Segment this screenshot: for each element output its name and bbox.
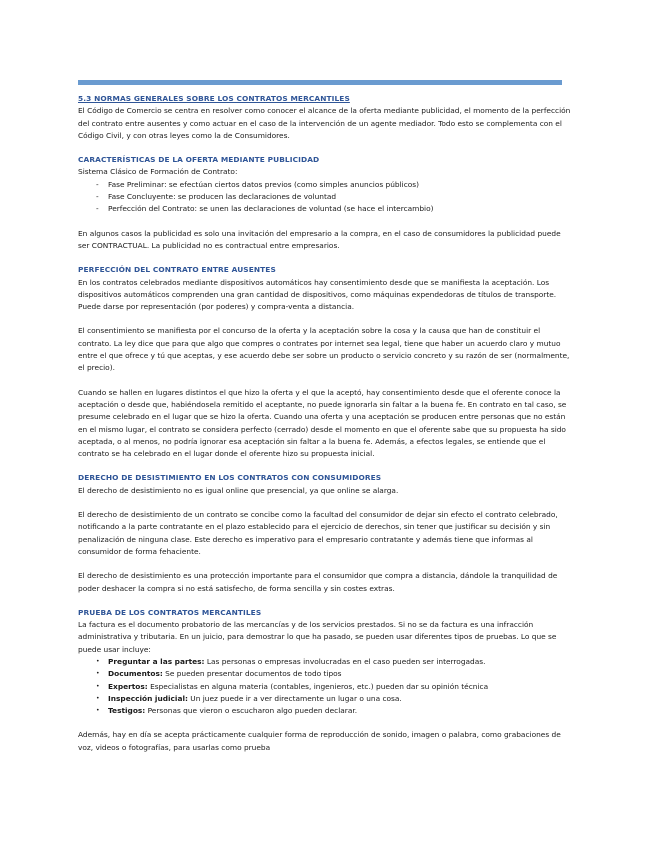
list-item [78, 668, 572, 680]
list-item-text: Las personas o empresas involucradas en el caso pueden ser interrogadas. [204, 656, 486, 666]
list-item-text: Se pueden presentar documentos de todo tipos [162, 669, 342, 679]
paragraph: El derecho de desistimiento es una protección importante para el consumidor que compra a distancia, dándole la tranquilidad de poder deshacer la compra si no está satisfecho, de forma sencilla y sin costes extras. [78, 571, 558, 593]
list-item [78, 656, 572, 668]
section-heading-prueba: PRUEBA DE LOS CONTRATOS MERCANTILES [78, 607, 262, 617]
section-heading-normas: 5.3 NORMAS GENERALES SOBRE LOS CONTRATOS MERCANTILES [78, 94, 350, 103]
section-heading-desistimiento: DERECHO DE DESISTIMIENTO EN LOS CONTRATOS CON CONSUMIDORES [78, 473, 382, 483]
list-item-text: Personas que vieron o escucharon algo pueden declarar. [145, 706, 358, 716]
paragraph: El Código de Comercio se centra en resolver como conocer el alcance de la oferta mediante publicidad, el momento de la perfección del contrato entre ausentes y como actuar en el caso de la intervención de un agente mediador. Todo esto se complementa con el Código Civil, y con otras leyes como la de Consumidores. [78, 106, 571, 140]
paragraph: La factura es el documento probatorio de las mercancías y de los servicios prestados. Si no se da factura es una infracción administrativa y tributaria. En un juicio, para demostrar lo que ha pasado, se pueden usar diferentes tipos de pruebas. Lo que se puede usar incluye: [78, 620, 557, 654]
list-item [78, 681, 572, 693]
document-body [78, 93, 572, 754]
paragraph: El derecho de desistimiento no es igual online que presencial, ya que online se alarga. [78, 485, 399, 495]
list-item-term: Preguntar a las partes: [108, 656, 205, 666]
list-item [78, 705, 572, 717]
list-item-term: Inspección judicial: [108, 693, 188, 703]
paragraph: Cuando se hallen en lugares distintos el que hizo la oferta y el que la aceptó, hay consentimiento desde que el oferente conoce la aceptación o desde que, habiéndosela remitido el aceptante, no puede ignorarla sin faltar a la buena fe. En contrato en tal caso, se presume celebrado en el lugar que se hizo la oferta. Cuando una oferta y una aceptación se producen entre personas que no están en el mismo lugar, el contrato se considera perfecto (cerrado) desde el momento en que el oferente sabe que su propuesta ha sido aceptada, o al menos, no podría ignorar esa aceptación sin faltar a la buena fe. Además, a efectos legales, se entiende que el contrato se ha celebrado en el lugar donde el oferente hizo su propuesta inicial. [78, 387, 567, 459]
list-item-text: Especialistas en alguna materia (contables, ingenieros, etc.) pueden dar su opinión técnica [147, 681, 489, 691]
paragraph: En algunos casos la publicidad es solo una invitación del empresario a la compra, en el caso de consumidores la publicidad puede ser CONTRACTUAL. La publicidad no es contractual entre empresarios. [78, 228, 561, 250]
list-item-term: Documentos: [108, 669, 163, 679]
paragraph: Sistema Clásico de Formación de Contrato: [78, 167, 238, 177]
header-rule [78, 80, 562, 85]
list-item [78, 693, 572, 705]
section-heading-oferta: CARACTERÍSTICAS DE LA OFERTA MEDIANTE PUBLICIDAD [78, 155, 320, 165]
list-item: - Fase Concluyente: se producen las declaraciones de voluntad [78, 191, 572, 203]
paragraph: Además, hay en día se acepta prácticamente cualquier forma de reproducción de sonido, imagen o palabra, como grabaciones de voz, videos o fotografías, para usarlas como prueba [78, 730, 561, 752]
phase-list [78, 179, 572, 216]
section-heading-perfeccion: PERFECCIÓN DEL CONTRATO ENTRE AUSENTES [78, 265, 276, 275]
list-item-text: Un juez puede ir a ver directamente un lugar o una cosa. [187, 693, 402, 703]
paragraph: El consentimiento se manifiesta por el concurso de la oferta y la aceptación sobre la cosa y la causa que han de constituir el contrato. La ley dice que para que algo que compres o contrates por internet sea legal, tiene que haber un acuerdo claro y mutuo entre el que ofrece y tú que aceptas, y ese acuerdo debe ser sobre un producto o servicio concreto y su razón de ser (normalmente, el precio). [78, 326, 570, 373]
list-item: - Perfección del Contrato: se unen las declaraciones de voluntad (se hace el intercambio) [78, 203, 572, 215]
list-item-term: Testigos: [108, 706, 146, 716]
paragraph: El derecho de desistimiento de un contrato se concibe como la facultad del consumidor de dejar sin efecto el contrato celebrado, notificando a la parte contratante en el plazo establecido para el ejercicio de derechos, sin tener que justificar su decisión y sin penalización de ninguna clase. Este derecho es imperativo para el empresario contratante y además tiene que informas al consumidor de forma fehaciente. [78, 510, 558, 556]
list-item: - Fase Preliminar: se efectúan ciertos datos previos (como simples anuncios públicos) [78, 179, 572, 191]
paragraph: En los contratos celebrados mediante dispositivos automáticos hay consentimiento desde que se manifiesta la aceptación. Los dispositivos automáticos comprenden una gran cantidad de dispositivos, como máquinas expendedoras de títulos de transporte. Puede darse por representación (por poderes) y compra-venta a distancia. [78, 277, 557, 312]
list-item-term: Expertos: [108, 681, 148, 691]
evidence-list [78, 656, 572, 717]
